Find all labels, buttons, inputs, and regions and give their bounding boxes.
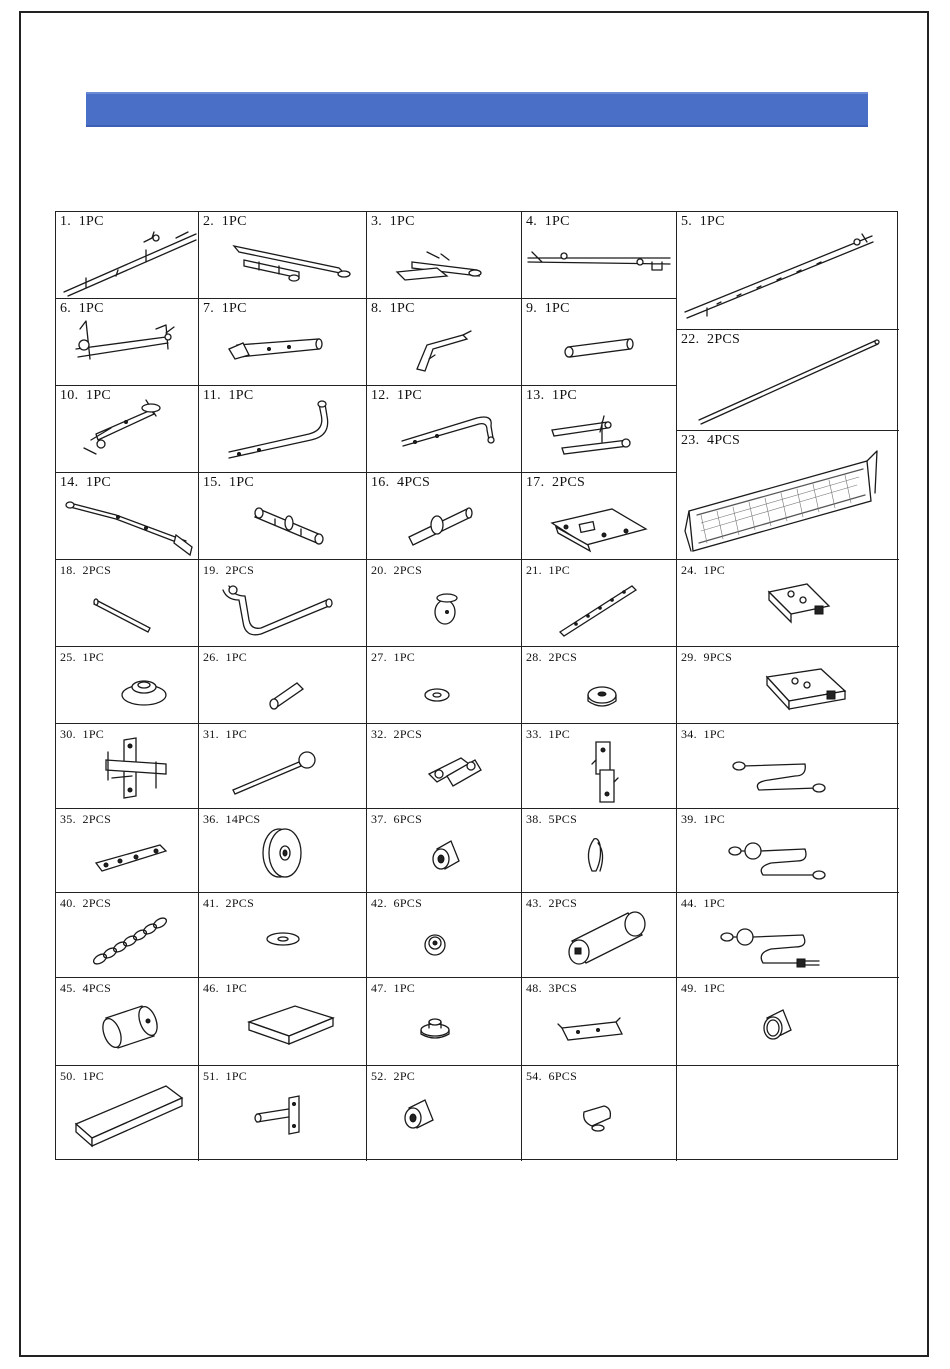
part-cell bbox=[522, 560, 677, 647]
part-cell bbox=[199, 299, 367, 386]
part-cell bbox=[677, 560, 899, 647]
part-quantity: 3PCS bbox=[548, 981, 578, 995]
part-cell bbox=[56, 893, 199, 978]
part-label bbox=[681, 214, 725, 230]
part-number: 15. bbox=[203, 475, 222, 490]
part-quantity: 4PCS bbox=[707, 433, 741, 448]
part-label bbox=[371, 650, 415, 665]
part-number: 42. bbox=[371, 896, 387, 910]
part-cell bbox=[56, 1066, 199, 1161]
part-cell bbox=[522, 212, 677, 299]
part-number: 45. bbox=[60, 981, 76, 995]
part-number: 41. bbox=[203, 896, 219, 910]
part-quantity: 1PC bbox=[703, 981, 726, 995]
part-number: 5. bbox=[681, 214, 693, 229]
part-quantity: 1PC bbox=[703, 727, 726, 741]
part-cell bbox=[199, 386, 367, 473]
part-quantity: 1PC bbox=[548, 727, 571, 741]
part-cell bbox=[677, 978, 899, 1066]
part-number: 1. bbox=[60, 214, 72, 229]
part-label bbox=[526, 301, 570, 317]
part-label bbox=[203, 650, 247, 665]
part-quantity: 2PC bbox=[393, 1069, 416, 1083]
part-label bbox=[371, 981, 415, 996]
part-cell bbox=[522, 978, 677, 1066]
part-cell bbox=[199, 809, 367, 893]
part-number: 20. bbox=[371, 563, 387, 577]
part-quantity: 1PC bbox=[393, 981, 416, 995]
part-number: 52. bbox=[371, 1069, 387, 1083]
part-label bbox=[681, 433, 740, 449]
part-label bbox=[203, 388, 254, 404]
part-label bbox=[203, 896, 254, 911]
part-label bbox=[203, 301, 247, 317]
part-number: 34. bbox=[681, 727, 697, 741]
part-label bbox=[60, 214, 104, 230]
part-label bbox=[203, 812, 260, 827]
part-label bbox=[526, 896, 577, 911]
part-number: 50. bbox=[60, 1069, 76, 1083]
part-number: 48. bbox=[526, 981, 542, 995]
part-quantity: 1PC bbox=[699, 214, 725, 229]
part-number: 12. bbox=[371, 388, 390, 403]
part-cell bbox=[367, 809, 522, 893]
part-number: 46. bbox=[203, 981, 219, 995]
part-quantity: 2PCS bbox=[552, 475, 586, 490]
part-quantity: 2PCS bbox=[393, 727, 423, 741]
part-quantity: 1PC bbox=[82, 727, 105, 741]
part-quantity: 1PC bbox=[703, 563, 726, 577]
part-label bbox=[60, 812, 111, 827]
part-number: 35. bbox=[60, 812, 76, 826]
part-cell bbox=[199, 1066, 367, 1161]
part-number: 18. bbox=[60, 563, 76, 577]
part-label bbox=[681, 896, 725, 911]
part-label bbox=[526, 812, 577, 827]
part-quantity: 1PC bbox=[397, 388, 423, 403]
part-number: 14. bbox=[60, 475, 79, 490]
part-number: 6. bbox=[60, 301, 72, 316]
part-quantity: 1PC bbox=[544, 301, 570, 316]
part-number: 10. bbox=[60, 388, 79, 403]
part-quantity: 2PCS bbox=[548, 650, 578, 664]
part-number: 43. bbox=[526, 896, 542, 910]
part-label bbox=[371, 388, 422, 404]
part-label bbox=[203, 1069, 247, 1084]
part-quantity: 1PC bbox=[389, 214, 415, 229]
part-number: 7. bbox=[203, 301, 215, 316]
part-label bbox=[60, 563, 111, 578]
part-quantity: 1PC bbox=[225, 1069, 248, 1083]
part-quantity: 1PC bbox=[221, 301, 247, 316]
part-label bbox=[60, 475, 111, 491]
part-number: 2. bbox=[203, 214, 215, 229]
part-number: 17. bbox=[526, 475, 545, 490]
part-label bbox=[681, 812, 725, 827]
part-quantity: 6PCS bbox=[393, 896, 423, 910]
part-label bbox=[526, 981, 577, 996]
part-number: 3. bbox=[371, 214, 383, 229]
part-label bbox=[60, 388, 111, 404]
part-quantity: 1PC bbox=[544, 214, 570, 229]
part-quantity: 1PC bbox=[78, 301, 104, 316]
part-number: 40. bbox=[60, 896, 76, 910]
part-label bbox=[203, 727, 247, 742]
part-number: 31. bbox=[203, 727, 219, 741]
part-quantity: 2PCS bbox=[82, 896, 112, 910]
part-number: 9. bbox=[526, 301, 538, 316]
part-cell bbox=[199, 560, 367, 647]
part-number: 13. bbox=[526, 388, 545, 403]
part-label bbox=[681, 650, 732, 665]
part-cell bbox=[522, 299, 677, 386]
part-cell bbox=[367, 1066, 522, 1161]
part-quantity: 2PCS bbox=[707, 332, 741, 347]
part-cell bbox=[367, 560, 522, 647]
part-label bbox=[526, 563, 570, 578]
part-label bbox=[371, 896, 422, 911]
part-label bbox=[60, 1069, 104, 1084]
part-cell bbox=[56, 560, 199, 647]
part-number: 11. bbox=[203, 388, 221, 403]
part-cell bbox=[677, 647, 899, 724]
part-cell bbox=[199, 893, 367, 978]
part-cell bbox=[56, 386, 199, 473]
part-cell bbox=[522, 809, 677, 893]
part-number: 51. bbox=[203, 1069, 219, 1083]
part-cell bbox=[56, 647, 199, 724]
part-cell bbox=[56, 978, 199, 1066]
part-label bbox=[203, 563, 254, 578]
part-quantity: 1PC bbox=[229, 475, 255, 490]
part-quantity: 4PCS bbox=[82, 981, 112, 995]
part-cell bbox=[677, 330, 899, 431]
part-quantity: 6PCS bbox=[548, 1069, 578, 1083]
part-label bbox=[681, 727, 725, 742]
part-cell bbox=[56, 212, 199, 299]
part-quantity: 1PC bbox=[82, 1069, 105, 1083]
part-cell bbox=[199, 212, 367, 299]
part-quantity: 1PC bbox=[393, 650, 416, 664]
part-label bbox=[526, 727, 570, 742]
part-quantity: 1PC bbox=[228, 388, 254, 403]
part-label bbox=[203, 981, 247, 996]
part-number: 24. bbox=[681, 563, 697, 577]
part-number: 44. bbox=[681, 896, 697, 910]
part-label bbox=[371, 812, 422, 827]
part-label bbox=[526, 388, 577, 404]
part-number: 37. bbox=[371, 812, 387, 826]
part-label bbox=[371, 214, 415, 230]
part-quantity: 2PCS bbox=[82, 563, 112, 577]
part-label bbox=[371, 301, 415, 317]
part-label bbox=[371, 727, 422, 742]
part-label bbox=[371, 1069, 415, 1084]
part-label bbox=[60, 896, 111, 911]
part-quantity: 1PC bbox=[389, 301, 415, 316]
part-cell bbox=[56, 724, 199, 809]
part-quantity: 9PCS bbox=[703, 650, 733, 664]
part-label bbox=[526, 214, 570, 230]
part-cell bbox=[199, 978, 367, 1066]
part-quantity: 2PCS bbox=[82, 812, 112, 826]
part-number: 32. bbox=[371, 727, 387, 741]
part-label bbox=[371, 563, 422, 578]
title-bar bbox=[86, 92, 868, 127]
part-number: 38. bbox=[526, 812, 542, 826]
part-quantity: 1PC bbox=[703, 812, 726, 826]
part-quantity: 1PC bbox=[225, 981, 248, 995]
part-cell bbox=[199, 473, 367, 560]
part-quantity: 1PC bbox=[78, 214, 104, 229]
part-label bbox=[681, 563, 725, 578]
mesh-guard-icon bbox=[677, 431, 899, 560]
part-cell bbox=[677, 809, 899, 893]
part-quantity: 1PC bbox=[82, 650, 105, 664]
part-cell bbox=[677, 724, 899, 809]
part-quantity: 1PC bbox=[221, 214, 247, 229]
part-cell bbox=[677, 893, 899, 978]
part-label bbox=[203, 214, 247, 230]
part-cell bbox=[522, 647, 677, 724]
part-number: 39. bbox=[681, 812, 697, 826]
part-number: 54. bbox=[526, 1069, 542, 1083]
part-label bbox=[526, 475, 585, 491]
part-quantity: 2PCS bbox=[225, 896, 255, 910]
part-label bbox=[681, 981, 725, 996]
part-quantity: 4PCS bbox=[397, 475, 431, 490]
part-number: 16. bbox=[371, 475, 390, 490]
parts-grid bbox=[55, 211, 898, 1160]
part-number: 23. bbox=[681, 433, 700, 448]
part-cell bbox=[56, 809, 199, 893]
part-label bbox=[60, 981, 111, 996]
part-label bbox=[681, 332, 740, 348]
part-cell bbox=[367, 724, 522, 809]
part-cell bbox=[367, 978, 522, 1066]
part-label bbox=[60, 727, 104, 742]
part-number: 49. bbox=[681, 981, 697, 995]
part-number: 30. bbox=[60, 727, 76, 741]
part-number: 22. bbox=[681, 332, 700, 347]
empty-cell bbox=[677, 1066, 899, 1161]
part-number: 27. bbox=[371, 650, 387, 664]
part-cell bbox=[522, 893, 677, 978]
part-quantity: 1PC bbox=[225, 727, 248, 741]
part-number: 36. bbox=[203, 812, 219, 826]
part-number: 21. bbox=[526, 563, 542, 577]
part-quantity: 2PCS bbox=[225, 563, 255, 577]
part-number: 19. bbox=[203, 563, 219, 577]
part-cell bbox=[367, 893, 522, 978]
part-cell bbox=[677, 212, 899, 330]
part-number: 26. bbox=[203, 650, 219, 664]
part-number: 4. bbox=[526, 214, 538, 229]
part-cell bbox=[199, 647, 367, 724]
part-number: 29. bbox=[681, 650, 697, 664]
part-number: 8. bbox=[371, 301, 383, 316]
part-cell bbox=[522, 386, 677, 473]
part-cell bbox=[367, 647, 522, 724]
part-quantity: 2PCS bbox=[393, 563, 423, 577]
part-number: 25. bbox=[60, 650, 76, 664]
part-cell bbox=[522, 724, 677, 809]
part-quantity: 1PC bbox=[86, 475, 112, 490]
part-cell bbox=[56, 299, 199, 386]
part-number: 33. bbox=[526, 727, 542, 741]
part-cell bbox=[522, 1066, 677, 1161]
part-label bbox=[60, 650, 104, 665]
part-number: 47. bbox=[371, 981, 387, 995]
part-quantity: 1PC bbox=[225, 650, 248, 664]
part-quantity: 6PCS bbox=[393, 812, 423, 826]
part-quantity: 1PC bbox=[86, 388, 112, 403]
part-quantity: 1PC bbox=[552, 388, 578, 403]
part-quantity: 1PC bbox=[703, 896, 726, 910]
part-cell bbox=[367, 473, 522, 560]
part-quantity: 5PCS bbox=[548, 812, 578, 826]
part-cell bbox=[677, 431, 899, 560]
part-number: 28. bbox=[526, 650, 542, 664]
part-quantity: 1PC bbox=[548, 563, 571, 577]
part-cell bbox=[199, 724, 367, 809]
part-quantity: 14PCS bbox=[225, 812, 261, 826]
part-label bbox=[526, 1069, 577, 1084]
part-label bbox=[203, 475, 254, 491]
part-cell bbox=[56, 473, 199, 560]
part-cell bbox=[367, 299, 522, 386]
part-cell bbox=[367, 212, 522, 299]
part-cell bbox=[522, 473, 677, 560]
part-label bbox=[526, 650, 577, 665]
part-quantity: 2PCS bbox=[548, 896, 578, 910]
part-label bbox=[371, 475, 430, 491]
part-label bbox=[60, 301, 104, 317]
part-cell bbox=[367, 386, 522, 473]
